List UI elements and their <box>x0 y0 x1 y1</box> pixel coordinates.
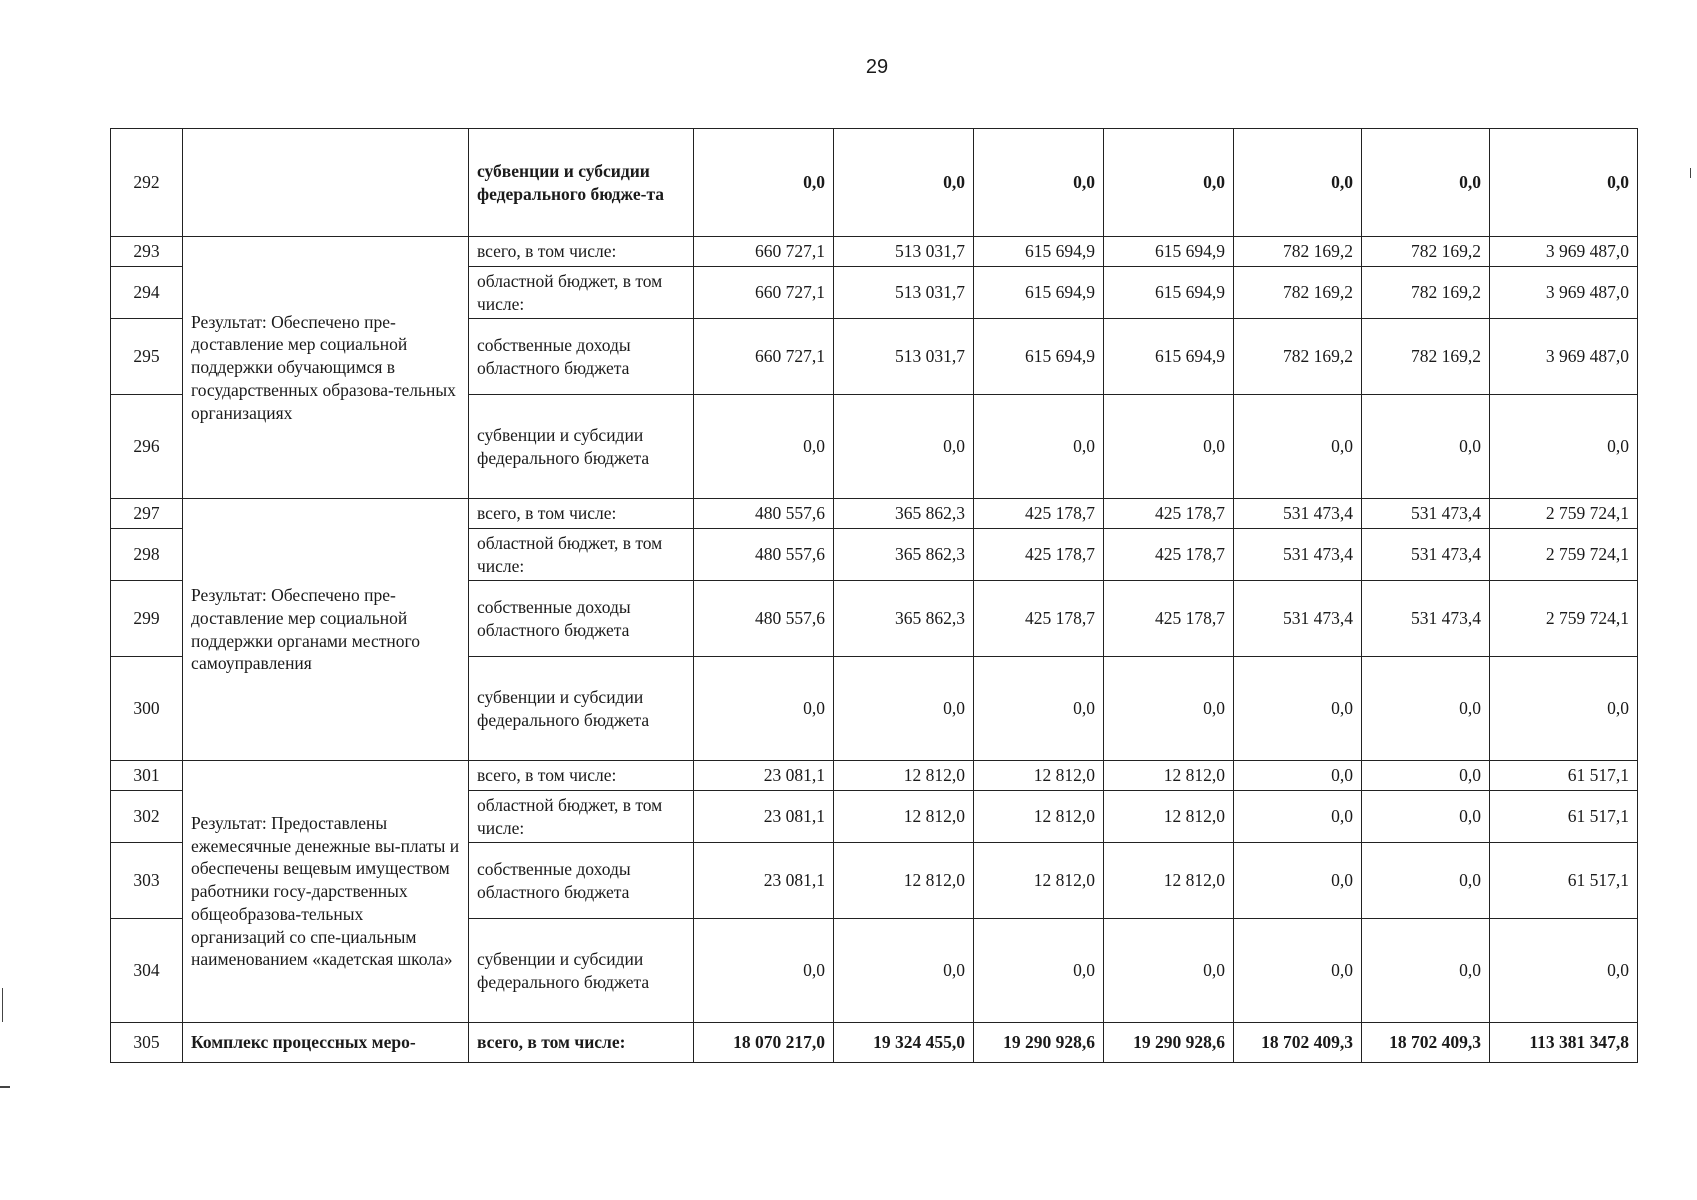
value-cell: 531 473,4 <box>1234 499 1362 529</box>
value-cell: 61 517,1 <box>1490 843 1638 919</box>
table-row <box>111 499 1638 529</box>
value-cell: 0,0 <box>834 657 974 761</box>
value-cell: 19 290 928,6 <box>974 1023 1104 1063</box>
value-cell: 615 694,9 <box>1104 237 1234 267</box>
value-cell: 0,0 <box>1234 791 1362 843</box>
result-cell: Результат: Обеспечено пре-доставление мер социальной поддержки обучающимся в государственных образова-тельных организациях <box>183 237 469 499</box>
table-row <box>111 237 1638 267</box>
row-number: 300 <box>111 657 183 761</box>
source-cell: субвенции и субсидии федерального бюджета <box>469 919 694 1023</box>
value-cell: 513 031,7 <box>834 237 974 267</box>
row-number: 304 <box>111 919 183 1023</box>
value-cell: 0,0 <box>694 129 834 237</box>
value-cell: 12 812,0 <box>1104 761 1234 791</box>
value-cell: 513 031,7 <box>834 267 974 319</box>
value-cell: 61 517,1 <box>1490 791 1638 843</box>
value-cell: 0,0 <box>1362 791 1490 843</box>
row-number: 305 <box>111 1023 183 1063</box>
value-cell: 0,0 <box>974 129 1104 237</box>
value-cell: 0,0 <box>1104 657 1234 761</box>
value-cell: 0,0 <box>1234 395 1362 499</box>
value-cell: 615 694,9 <box>1104 267 1234 319</box>
value-cell: 365 862,3 <box>834 499 974 529</box>
value-cell: 12 812,0 <box>834 843 974 919</box>
value-cell: 0,0 <box>1490 395 1638 499</box>
value-cell: 0,0 <box>1490 657 1638 761</box>
result-cell: Результат: Предоставлены ежемесячные денежные вы-платы и обеспечены вещевым имуществом работники госу-дарственных общеобразова-тельных организаций со спе-циальным наименованием «кадетская школа» <box>183 761 469 1023</box>
value-cell: 0,0 <box>974 395 1104 499</box>
value-cell: 3 969 487,0 <box>1490 319 1638 395</box>
row-number: 303 <box>111 843 183 919</box>
source-cell: всего, в том числе: <box>469 237 694 267</box>
value-cell: 425 178,7 <box>974 529 1104 581</box>
value-cell: 0,0 <box>1362 919 1490 1023</box>
value-cell: 0,0 <box>1362 129 1490 237</box>
value-cell: 0,0 <box>1362 843 1490 919</box>
scan-mark <box>0 1086 10 1088</box>
value-cell: 0,0 <box>694 919 834 1023</box>
value-cell: 0,0 <box>1490 129 1638 237</box>
value-cell: 782 169,2 <box>1234 237 1362 267</box>
value-cell: 0,0 <box>694 657 834 761</box>
value-cell: 365 862,3 <box>834 581 974 657</box>
row-number: 297 <box>111 499 183 529</box>
table-row <box>111 761 1638 791</box>
value-cell: 425 178,7 <box>1104 529 1234 581</box>
value-cell: 0,0 <box>1362 761 1490 791</box>
table-row <box>111 1023 1638 1063</box>
value-cell: 2 759 724,1 <box>1490 499 1638 529</box>
value-cell: 660 727,1 <box>694 319 834 395</box>
source-cell: всего, в том числе: <box>469 499 694 529</box>
source-cell: собственные доходы областного бюджета <box>469 319 694 395</box>
value-cell: 0,0 <box>1234 657 1362 761</box>
row-number: 299 <box>111 581 183 657</box>
value-cell: 12 812,0 <box>834 761 974 791</box>
value-cell: 0,0 <box>1104 395 1234 499</box>
value-cell: 531 473,4 <box>1362 499 1490 529</box>
value-cell: 23 081,1 <box>694 791 834 843</box>
value-cell: 18 702 409,3 <box>1362 1023 1490 1063</box>
table-row <box>111 129 1638 237</box>
value-cell: 425 178,7 <box>1104 581 1234 657</box>
value-cell: 615 694,9 <box>974 319 1104 395</box>
value-cell: 782 169,2 <box>1362 267 1490 319</box>
value-cell: 23 081,1 <box>694 761 834 791</box>
value-cell: 3 969 487,0 <box>1490 237 1638 267</box>
value-cell: 365 862,3 <box>834 529 974 581</box>
value-cell: 0,0 <box>1362 395 1490 499</box>
value-cell: 0,0 <box>1234 129 1362 237</box>
value-cell: 425 178,7 <box>974 581 1104 657</box>
source-cell: областной бюджет, в том числе: <box>469 267 694 319</box>
value-cell: 2 759 724,1 <box>1490 581 1638 657</box>
value-cell: 615 694,9 <box>974 237 1104 267</box>
value-cell: 12 812,0 <box>974 761 1104 791</box>
value-cell: 3 969 487,0 <box>1490 267 1638 319</box>
value-cell: 19 324 455,0 <box>834 1023 974 1063</box>
value-cell: 782 169,2 <box>1234 267 1362 319</box>
row-number: 301 <box>111 761 183 791</box>
value-cell: 0,0 <box>974 657 1104 761</box>
value-cell: 23 081,1 <box>694 843 834 919</box>
source-cell: областной бюджет, в том числе: <box>469 529 694 581</box>
value-cell: 0,0 <box>974 919 1104 1023</box>
value-cell: 782 169,2 <box>1234 319 1362 395</box>
value-cell: 0,0 <box>694 395 834 499</box>
value-cell: 480 557,6 <box>694 499 834 529</box>
value-cell: 0,0 <box>1362 657 1490 761</box>
value-cell: 0,0 <box>1104 129 1234 237</box>
row-number: 294 <box>111 267 183 319</box>
page-number: 29 <box>865 56 889 78</box>
value-cell: 12 812,0 <box>1104 791 1234 843</box>
source-cell: всего, в том числе: <box>469 761 694 791</box>
value-cell: 615 694,9 <box>974 267 1104 319</box>
value-cell: 0,0 <box>834 919 974 1023</box>
value-cell: 113 381 347,8 <box>1490 1023 1638 1063</box>
result-cell <box>183 129 469 237</box>
row-number: 295 <box>111 319 183 395</box>
value-cell: 18 702 409,3 <box>1234 1023 1362 1063</box>
value-cell: 480 557,6 <box>694 529 834 581</box>
value-cell: 513 031,7 <box>834 319 974 395</box>
value-cell: 660 727,1 <box>694 237 834 267</box>
value-cell: 61 517,1 <box>1490 761 1638 791</box>
value-cell: 0,0 <box>834 129 974 237</box>
value-cell: 782 169,2 <box>1362 237 1490 267</box>
value-cell: 19 290 928,6 <box>1104 1023 1234 1063</box>
value-cell: 0,0 <box>834 395 974 499</box>
scan-mark <box>1690 168 1691 178</box>
source-cell: собственные доходы областного бюджета <box>469 581 694 657</box>
value-cell: 12 812,0 <box>974 843 1104 919</box>
value-cell: 0,0 <box>1234 843 1362 919</box>
result-cell: Комплекс процессных меро- <box>183 1023 469 1063</box>
row-number: 298 <box>111 529 183 581</box>
source-cell: областной бюджет, в том числе: <box>469 791 694 843</box>
value-cell: 0,0 <box>1104 919 1234 1023</box>
value-cell: 12 812,0 <box>1104 843 1234 919</box>
value-cell: 12 812,0 <box>834 791 974 843</box>
source-cell: субвенции и субсидии федерального бюдже-та <box>469 129 694 237</box>
value-cell: 18 070 217,0 <box>694 1023 834 1063</box>
value-cell: 0,0 <box>1234 761 1362 791</box>
value-cell: 0,0 <box>1490 919 1638 1023</box>
value-cell: 12 812,0 <box>974 791 1104 843</box>
value-cell: 531 473,4 <box>1234 529 1362 581</box>
value-cell: 660 727,1 <box>694 267 834 319</box>
result-cell: Результат: Обеспечено пре-доставление мер социальной поддержки органами местного самоуправления <box>183 499 469 761</box>
value-cell: 531 473,4 <box>1362 529 1490 581</box>
row-number: 292 <box>111 129 183 237</box>
source-cell: собственные доходы областного бюджета <box>469 843 694 919</box>
value-cell: 531 473,4 <box>1234 581 1362 657</box>
value-cell: 0,0 <box>1234 919 1362 1023</box>
row-number: 302 <box>111 791 183 843</box>
value-cell: 425 178,7 <box>1104 499 1234 529</box>
row-number: 293 <box>111 237 183 267</box>
value-cell: 2 759 724,1 <box>1490 529 1638 581</box>
source-cell: субвенции и субсидии федерального бюджета <box>469 395 694 499</box>
budget-table <box>110 128 1638 1063</box>
row-number: 296 <box>111 395 183 499</box>
source-cell: субвенции и субсидии федерального бюджета <box>469 657 694 761</box>
scan-mark <box>2 988 3 1022</box>
value-cell: 425 178,7 <box>974 499 1104 529</box>
value-cell: 782 169,2 <box>1362 319 1490 395</box>
source-cell: всего, в том числе: <box>469 1023 694 1063</box>
value-cell: 615 694,9 <box>1104 319 1234 395</box>
value-cell: 531 473,4 <box>1362 581 1490 657</box>
value-cell: 480 557,6 <box>694 581 834 657</box>
